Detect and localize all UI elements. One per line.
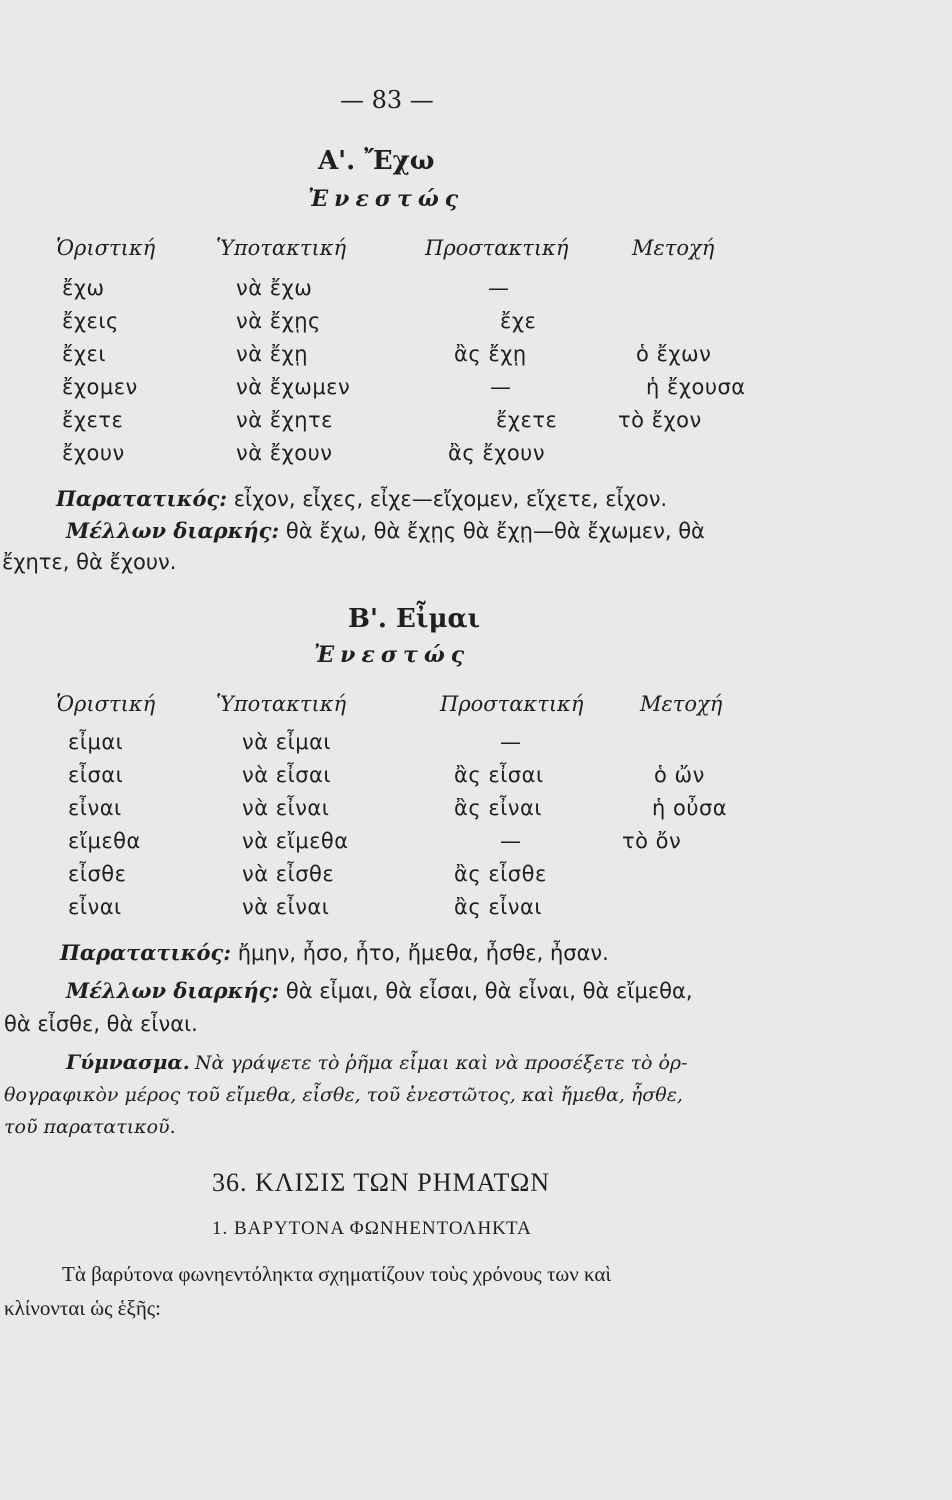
- section-a-title: Α'. Ἔχω: [318, 146, 435, 176]
- a-sub-4: νὰ ἔχωμεν: [236, 375, 351, 399]
- a-future-line: [66, 518, 705, 543]
- a-imperfect-text: εἶχον, εἶχες, εἶχε—εἴχομεν, εἴχετε, εἶχον.: [233, 487, 668, 511]
- a-sub-5: νὰ ἔχητε: [236, 408, 334, 432]
- a-imp-2: ἔχε: [500, 309, 537, 333]
- a-future-cont: ἔχητε, θὰ ἔχουν.: [2, 550, 177, 574]
- b-ind-6: εἶναι: [68, 895, 122, 919]
- b-sub-3: νὰ εἶναι: [242, 796, 330, 820]
- b-imperfect-text: ἤμην, ἦσο, ἦτο, ἤμεθα, ἦσθε, ἦσαν.: [237, 941, 609, 965]
- a-future-label: Μέλλων διαρκής:: [66, 518, 280, 543]
- chapter-heading: 36. ΚΛΙΣΙΣ ΤΩΝ ΡΗΜΑΤΩΝ: [212, 1168, 551, 1197]
- b-part-3: τὸ ὄν: [622, 829, 682, 853]
- section-a-header-imperative: Προστακτική: [425, 236, 569, 260]
- section-a-header-participle: Μετοχή: [632, 236, 715, 260]
- b-imp-2: ἂς εἶσαι: [454, 763, 544, 787]
- b-sub-4: νὰ εἴμεθα: [242, 829, 349, 853]
- b-ind-4: εἴμεθα: [68, 829, 141, 853]
- a-part-1: ὁ ἔχων: [636, 342, 712, 366]
- section-b-header-subjunctive: Ὑποτακτική: [216, 692, 347, 716]
- a-imp-6: ἂς ἔχουν: [448, 441, 546, 465]
- a-imperfect-line: [56, 486, 667, 511]
- b-imp-6: ἂς εἶναι: [454, 895, 542, 919]
- section-b-header-indicative: Ὁριστική: [56, 692, 156, 716]
- a-imperfect-label: Παρατατικός:: [56, 486, 227, 511]
- b-sub-2: νὰ εἶσαι: [242, 763, 331, 787]
- section-b-header-participle: Μετοχή: [640, 692, 723, 716]
- b-part-2: ἡ οὖσα: [652, 796, 728, 820]
- a-ind-4: ἔχομεν: [62, 375, 138, 399]
- a-part-3: τὸ ἔχον: [618, 408, 702, 432]
- chapter-paragraph-1: Τὰ βαρύτονα φωνηεντόληκτα σχηματίζουν τοὺς χρόνους των καὶ: [62, 1262, 612, 1286]
- a-sub-2: νὰ ἔχῃς: [236, 309, 321, 333]
- a-future-text: θὰ ἔχω, θὰ ἔχῃς θὰ ἔχῃ—θὰ ἔχωμεν, θὰ: [285, 519, 705, 543]
- section-a-tense: Ἐνεστώς: [308, 186, 465, 212]
- a-sub-3: νὰ ἔχῃ: [236, 342, 309, 366]
- b-imperfect-label: Παρατατικός:: [60, 940, 231, 965]
- exercise-text-3: τοῦ παρατατικοῦ.: [4, 1116, 176, 1138]
- b-ind-1: εἶμαι: [68, 730, 124, 754]
- exercise-line-1: [66, 1050, 687, 1074]
- b-future-cont: θὰ εἶσθε, θὰ εἶναι.: [4, 1012, 198, 1036]
- b-imp-5: ἂς εἶσθε: [454, 862, 547, 886]
- b-ind-2: εἶσαι: [68, 763, 124, 787]
- b-imp-3: ἂς εἶναι: [454, 796, 542, 820]
- section-a-header-indicative: Ὁριστική: [56, 236, 156, 260]
- section-b-tense: Ἐνεστώς: [314, 642, 471, 668]
- section-b-header-imperative: Προστακτική: [440, 692, 584, 716]
- section-b-title: Β'. Εἶμαι: [348, 604, 481, 634]
- exercise-text-2: θογραφικὸν μέρος τοῦ εἴμεθα, εἶσθε, τοῦ ἐνεστῶτος, καὶ ἤμεθα, ἦσθε,: [4, 1084, 683, 1106]
- chapter-subheading: 1. ΒΑΡΥΤΟΝΑ ΦΩΝΗΕΝΤΟΛΗΚΤΑ: [212, 1218, 532, 1239]
- section-a-header-subjunctive: Ὑποτακτική: [216, 236, 347, 260]
- a-ind-1: ἔχω: [62, 276, 105, 300]
- chapter-paragraph-2: κλίνονται ὡς ἑξῆς:: [4, 1296, 161, 1320]
- a-ind-2: ἔχεις: [62, 309, 119, 333]
- b-ind-5: εἶσθε: [68, 862, 127, 886]
- exercise-label: Γύμνασμα.: [66, 1050, 190, 1074]
- b-future-text: θὰ εἶμαι, θὰ εἶσαι, θὰ εἶναι, θὰ εἴμεθα,: [285, 979, 693, 1003]
- a-ind-5: ἔχετε: [62, 408, 124, 432]
- b-future-label: Μέλλων διαρκής:: [66, 978, 280, 1003]
- b-sub-5: νὰ εἶσθε: [242, 862, 335, 886]
- a-ind-6: ἔχουν: [62, 441, 125, 465]
- a-imp-1: —: [488, 276, 510, 300]
- a-sub-6: νὰ ἔχουν: [236, 441, 333, 465]
- b-imp-1: —: [500, 730, 522, 754]
- b-future-line: [66, 978, 693, 1003]
- b-sub-6: νὰ εἶναι: [242, 895, 330, 919]
- a-imp-4: —: [490, 375, 512, 399]
- a-part-2: ἡ ἔχουσα: [646, 375, 746, 399]
- b-ind-3: εἶναι: [68, 796, 122, 820]
- b-imperfect-line: [60, 940, 609, 965]
- a-sub-1: νὰ ἔχω: [236, 276, 313, 300]
- b-sub-1: νὰ εἶμαι: [242, 730, 332, 754]
- a-ind-3: ἔχει: [62, 342, 106, 366]
- a-imp-3: ἂς ἔχῃ: [454, 342, 527, 366]
- page-number: — 83 —: [340, 86, 434, 114]
- exercise-text-1: Νὰ γράψετε τὸ ῥῆμα εἶμαι καὶ νὰ προσέξετε τὸ ὀρ-: [194, 1052, 688, 1074]
- b-part-1: ὁ ὤν: [654, 763, 705, 787]
- a-imp-5: ἔχετε: [496, 408, 558, 432]
- b-imp-4: —: [500, 829, 522, 853]
